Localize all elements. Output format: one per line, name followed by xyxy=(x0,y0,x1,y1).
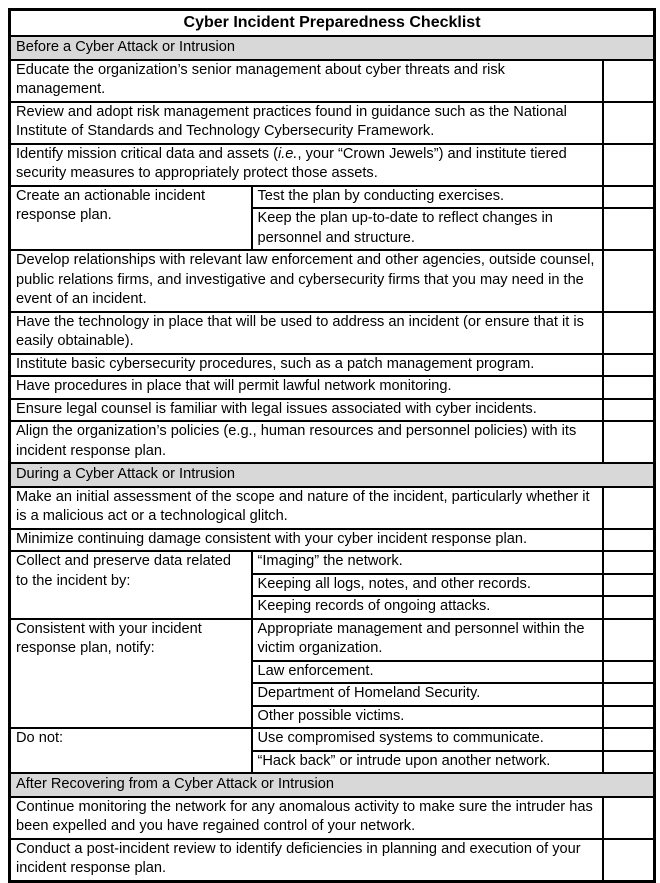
checklist-row xyxy=(10,797,655,839)
section-header-row xyxy=(10,773,655,797)
task-text: Ensure legal counsel is familiar with legal issues associated with cyber incidents. xyxy=(10,399,603,422)
checkbox-cell xyxy=(603,574,655,597)
checklist-row xyxy=(10,102,655,144)
task-text-part: Identify mission critical data and assets ( xyxy=(16,145,278,162)
checkbox-cell xyxy=(603,797,655,839)
subtask-text: Other possible victims. xyxy=(252,706,603,729)
checkbox-cell xyxy=(603,706,655,729)
checkbox-cell xyxy=(603,60,655,102)
checklist-row xyxy=(10,421,655,463)
checkbox-cell xyxy=(603,596,655,619)
checklist-row xyxy=(10,60,655,102)
checkbox-cell xyxy=(603,186,655,209)
checklist-row xyxy=(10,144,655,186)
subtask-text: Keep the plan up-to-date to reflect changes in personnel and structure. xyxy=(252,208,603,250)
checklist-row xyxy=(10,487,655,529)
task-text: Make an initial assessment of the scope and nature of the incident, particularly whether it is a malicious act or a technological glitch. xyxy=(10,487,603,529)
checkbox-cell xyxy=(603,751,655,774)
checkbox-cell xyxy=(603,728,655,751)
task-text: Conduct a post-incident review to identify deficiencies in planning and execution of your incident response plan. xyxy=(10,839,603,882)
checklist-row-group xyxy=(10,186,655,209)
task-text-italic: i.e. xyxy=(278,145,298,162)
section-header-row xyxy=(10,36,655,60)
task-text: Align the organization’s policies (e.g., human resources and personnel policies) with its incident response plan. xyxy=(10,421,603,463)
task-group-label: Do not: xyxy=(10,728,252,773)
task-text: Educate the organization’s senior management about cyber threats and risk management. xyxy=(10,60,603,102)
task-text: Institute basic cybersecurity procedures, such as a patch management program. xyxy=(10,354,603,377)
task-group-label: Create an actionable incident response plan. xyxy=(10,186,252,251)
checkbox-cell xyxy=(603,208,655,250)
checkbox-cell xyxy=(603,102,655,144)
checkbox-cell xyxy=(603,312,655,354)
section-header-after: After Recovering from a Cyber Attack or Intrusion xyxy=(10,773,655,797)
checkbox-cell xyxy=(603,487,655,529)
checklist-row xyxy=(10,839,655,882)
checkbox-cell xyxy=(603,144,655,186)
checklist-row-group xyxy=(10,619,655,661)
subtask-text: “Hack back” or intrude upon another network. xyxy=(252,751,603,774)
checklist-row xyxy=(10,376,655,399)
checklist-row-group xyxy=(10,551,655,574)
checkbox-cell xyxy=(603,529,655,552)
checkbox-cell xyxy=(603,399,655,422)
checklist-row xyxy=(10,354,655,377)
checkbox-cell xyxy=(603,250,655,312)
task-text: Minimize continuing damage consistent with your cyber incident response plan. xyxy=(10,529,603,552)
task-text: Review and adopt risk management practices found in guidance such as the National Institute of Standards and Technology Cybersecurity Framework. xyxy=(10,102,603,144)
checklist-row xyxy=(10,312,655,354)
task-text xyxy=(10,144,603,186)
subtask-text: Law enforcement. xyxy=(252,661,603,684)
subtask-text: Test the plan by conducting exercises. xyxy=(252,186,603,209)
title-row xyxy=(10,10,655,37)
checkbox-cell xyxy=(603,354,655,377)
section-header-row xyxy=(10,463,655,487)
subtask-text: Keeping all logs, notes, and other records. xyxy=(252,574,603,597)
subtask-text: Department of Homeland Security. xyxy=(252,683,603,706)
checkbox-cell xyxy=(603,376,655,399)
subtask-text: Use compromised systems to communicate. xyxy=(252,728,603,751)
checkbox-cell xyxy=(603,551,655,574)
task-text: Have procedures in place that will permit lawful network monitoring. xyxy=(10,376,603,399)
task-text: Have the technology in place that will be used to address an incident (or ensure that it is easily obtainable). xyxy=(10,312,603,354)
checkbox-cell xyxy=(603,839,655,882)
checkbox-cell xyxy=(603,421,655,463)
subtask-text: Keeping records of ongoing attacks. xyxy=(252,596,603,619)
checklist-row xyxy=(10,529,655,552)
checklist-row xyxy=(10,399,655,422)
section-header-before: Before a Cyber Attack or Intrusion xyxy=(10,36,655,60)
task-text-part: , your “Crown Jewels”) and institute tiered security measures to appropriately protect those assets. xyxy=(16,145,567,181)
task-group-label: Consistent with your incident response plan, notify: xyxy=(10,619,252,729)
subtask-text: “Imaging” the network. xyxy=(252,551,603,574)
task-text: Develop relationships with relevant law enforcement and other agencies, outside counsel, public relations firms, and investigative and cybersecurity firms that you may need in the event of an incident. xyxy=(10,250,603,312)
checkbox-cell xyxy=(603,683,655,706)
checklist-row-group xyxy=(10,728,655,751)
task-text: Continue monitoring the network for any anomalous activity to make sure the intruder has been expelled and you have regained control of your network. xyxy=(10,797,603,839)
page-title: Cyber Incident Preparedness Checklist xyxy=(10,10,655,37)
section-header-during: During a Cyber Attack or Intrusion xyxy=(10,463,655,487)
subtask-text: Appropriate management and personnel within the victim organization. xyxy=(252,619,603,661)
task-group-label: Collect and preserve data related to the incident by: xyxy=(10,551,252,619)
checklist-row xyxy=(10,250,655,312)
checkbox-cell xyxy=(603,619,655,661)
checkbox-cell xyxy=(603,661,655,684)
checklist-table xyxy=(8,8,656,883)
